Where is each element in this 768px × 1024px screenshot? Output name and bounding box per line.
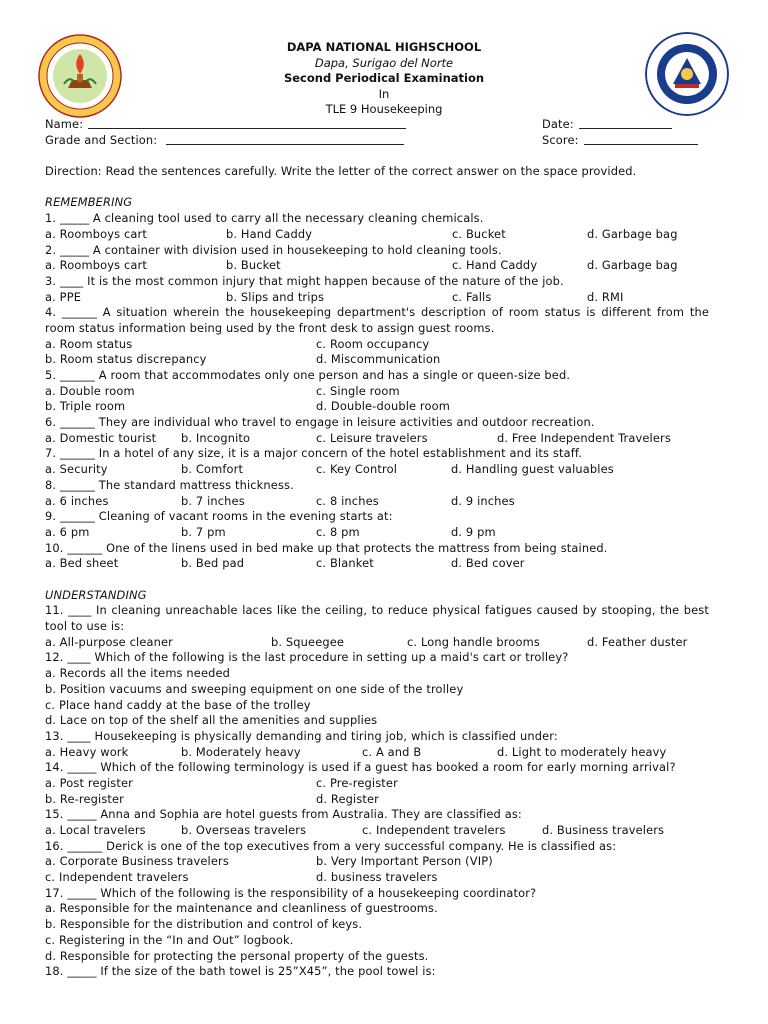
option-a: a. Bed sheet xyxy=(45,556,119,571)
section-remembering: REMEMBERING xyxy=(45,195,133,210)
option-d: d. Light to moderately heavy xyxy=(497,744,667,759)
option-17b: b. Responsible for the distribution and control of keys. xyxy=(45,917,363,932)
direction-text: Direction: Read the sentences carefully. Write the letter of the correct answer on the space provided. xyxy=(45,164,637,179)
name-date-row xyxy=(45,117,709,133)
question-7: 7. ______ In a hotel of any size, it is a major concern of the hotel establishment and its staff. xyxy=(45,446,582,461)
options-9 xyxy=(45,525,709,541)
option-a: a. Security xyxy=(45,462,108,477)
option-d: d. Bed cover xyxy=(451,556,525,571)
option-a: a. Room status xyxy=(45,336,133,351)
section-understanding: UNDERSTANDING xyxy=(45,587,147,602)
option-b: b. Re-register xyxy=(45,791,125,806)
option-d: d. Free Independent Travelers xyxy=(497,430,671,445)
school-location: Dapa, Surigao del Norte xyxy=(314,55,454,70)
option-b: b. Bed pad xyxy=(181,556,245,571)
options-16a xyxy=(45,854,709,870)
question-13: 13. ____ Housekeeping is physically demanding and tiring job, which is classified under: xyxy=(45,728,558,743)
option-a: a. PPE xyxy=(45,289,82,304)
question-17: 17. _____ Which of the following is the responsibility of a housekeeping coordinator? xyxy=(45,885,537,900)
question-15: 15. _____ Anna and Sophia are hotel guests from Australia. They are classified as: xyxy=(45,807,522,822)
question-5: 5. ______ A room that accommodates only one person and has a single or queen-size bed. xyxy=(45,368,571,383)
option-12c: c. Place hand caddy at the base of the trolley xyxy=(45,697,311,712)
name-label: Name: xyxy=(45,117,84,131)
option-c: c. Hand Caddy xyxy=(452,258,538,273)
option-b: b. 7 pm xyxy=(181,524,226,539)
question-16: 16. ______ Derick is one of the top executives from a very successful company. He is classified as: xyxy=(45,838,617,853)
option-c: c. Falls xyxy=(452,289,492,304)
question-9: 9. ______ Cleaning of vacant rooms in the evening starts at: xyxy=(45,509,393,524)
option-a: a. Roomboys cart xyxy=(45,258,147,273)
option-12d: d. Lace on top of the shelf all the amenities and supplies xyxy=(45,713,378,728)
option-b: b. Squeegee xyxy=(271,634,345,649)
option-a: a. Corporate Business travelers xyxy=(45,854,229,869)
question-4: 4. ______ A situation wherein the housekeeping department's description of room status is different from the room status information being used by the front desk to assign guest rooms. xyxy=(45,305,709,335)
option-17d: d. Responsible for protecting the personal property of the guests. xyxy=(45,948,429,963)
school-seal-logo xyxy=(38,34,122,118)
options-7 xyxy=(45,462,709,478)
option-b: b. Triple room xyxy=(45,399,126,414)
option-b: b. Bucket xyxy=(226,258,281,273)
options-6 xyxy=(45,431,709,447)
options-4b xyxy=(45,352,709,368)
option-12b: b. Position vacuums and sweeping equipment on one side of the trolley xyxy=(45,681,464,696)
options-11 xyxy=(45,635,709,651)
option-d: d. RMI xyxy=(587,289,624,304)
exam-header xyxy=(200,40,568,118)
option-12a: a. Records all the items needed xyxy=(45,666,231,681)
option-c: c. Long handle brooms xyxy=(407,634,540,649)
option-b: b. Room status discrepancy xyxy=(45,352,207,367)
option-b: b. Comfort xyxy=(181,462,244,477)
question-12: 12. ____ Which of the following is the last procedure in setting up a maid's cart or trolley? xyxy=(45,650,569,665)
option-c: c. Key Control xyxy=(316,462,398,477)
option-a: a. 6 inches xyxy=(45,493,109,508)
option-a: a. Double room xyxy=(45,383,135,398)
option-b: b. 7 inches xyxy=(181,493,245,508)
option-d: d. Garbage bag xyxy=(587,258,678,273)
exam-body xyxy=(45,117,709,980)
options-2 xyxy=(45,258,709,274)
option-c: c. Blanket xyxy=(316,556,374,571)
name-field[interactable] xyxy=(88,117,406,129)
option-c: c. Bucket xyxy=(452,226,506,241)
question-3: 3. ____ It is the most common injury that might happen because of the nature of the job. xyxy=(45,273,564,288)
date-label: Date: xyxy=(542,117,574,131)
options-5b xyxy=(45,399,709,415)
options-3 xyxy=(45,290,709,306)
option-b: b. Overseas travelers xyxy=(181,823,307,837)
option-c: c. A and B xyxy=(362,744,422,759)
options-10 xyxy=(45,556,709,572)
options-14a xyxy=(45,776,709,792)
option-17c: c. Registering in the “In and Out” logbook. xyxy=(45,932,294,947)
option-c: c. Pre-register xyxy=(316,775,398,790)
score-field[interactable] xyxy=(584,133,698,145)
option-a: a. Heavy work xyxy=(45,744,129,759)
option-d: d. Handling guest valuables xyxy=(451,462,614,477)
grade-field[interactable] xyxy=(166,133,404,145)
option-c: c. 8 pm xyxy=(316,524,360,539)
option-d: d. Miscommunication xyxy=(316,352,441,367)
question-11: 11. ____ In cleaning unreachable laces like the ceiling, to reduce physical fatigues caused by stooping, the best tool to use is: xyxy=(45,603,709,634)
deped-seal-logo xyxy=(645,32,729,116)
question-14: 14. _____ Which of the following terminology is used if a guest has booked a room for early morning arrival? xyxy=(45,760,676,775)
grade-score-row xyxy=(45,133,709,149)
option-b: b. Incognito xyxy=(181,430,251,445)
option-d: d. Garbage bag xyxy=(587,226,678,241)
options-16b xyxy=(45,870,709,886)
options-15 xyxy=(45,823,709,839)
option-d: d. 9 inches xyxy=(451,493,515,508)
question-6: 6. ______ They are individual who travel to engage in leisure activities and outdoor recreation. xyxy=(45,415,595,430)
question-2: 2. _____ A container with division used in housekeeping to hold cleaning tools. xyxy=(45,242,502,257)
subject-title: TLE 9 Housekeeping xyxy=(325,102,443,117)
in-label: In xyxy=(378,86,390,101)
school-name: DAPA NATIONAL HIGHSCHOOL xyxy=(286,40,482,54)
question-8: 8. ______ The standard mattress thickness. xyxy=(45,477,294,492)
option-b: b. Moderately heavy xyxy=(181,744,301,759)
option-c: c. Independent travelers xyxy=(362,823,506,837)
option-d: d. Double-double room xyxy=(316,399,451,414)
option-c: c. 8 inches xyxy=(316,493,379,508)
option-d: d. 9 pm xyxy=(451,524,496,539)
option-a: a. All-purpose cleaner xyxy=(45,634,173,649)
date-field[interactable] xyxy=(579,117,672,129)
option-b: b. Hand Caddy xyxy=(226,226,313,241)
options-1 xyxy=(45,227,709,243)
option-c: c. Room occupancy xyxy=(316,336,430,351)
option-d: d. Feather duster xyxy=(587,634,688,649)
options-8 xyxy=(45,494,709,510)
option-a: a. Roomboys cart xyxy=(45,226,147,241)
option-c: c. Independent travelers xyxy=(45,870,189,885)
question-18: 18. _____ If the size of the bath towel is 25”X45”, the pool towel is: xyxy=(45,964,436,979)
option-d: d. Business travelers xyxy=(542,823,665,837)
option-a: a. 6 pm xyxy=(45,524,90,539)
option-17a: a. Responsible for the maintenance and cleanliness of guestrooms. xyxy=(45,901,438,916)
option-a: a. Post register xyxy=(45,775,134,790)
question-1: 1. _____ A cleaning tool used to carry all the necessary cleaning chemicals. xyxy=(45,211,484,226)
options-13 xyxy=(45,745,709,761)
options-4a xyxy=(45,337,709,353)
option-d: d. Register xyxy=(316,791,380,806)
options-14b xyxy=(45,792,709,808)
options-5a xyxy=(45,384,709,400)
option-d: d. business travelers xyxy=(316,870,438,885)
question-10: 10. ______ One of the linens used in bed make up that protects the mattress from being stained. xyxy=(45,540,608,555)
option-a: a. Domestic tourist xyxy=(45,430,157,445)
option-c: c. Single room xyxy=(316,383,400,398)
option-b: b. Very Important Person (VIP) xyxy=(316,854,493,869)
option-b: b. Slips and trips xyxy=(226,289,325,304)
score-label: Score: xyxy=(542,132,579,147)
option-c: c. Leisure travelers xyxy=(316,430,428,445)
grade-label: Grade and Section: xyxy=(45,132,158,147)
exam-title: Second Periodical Examination xyxy=(283,71,485,86)
option-a: a. Local travelers xyxy=(45,823,146,837)
